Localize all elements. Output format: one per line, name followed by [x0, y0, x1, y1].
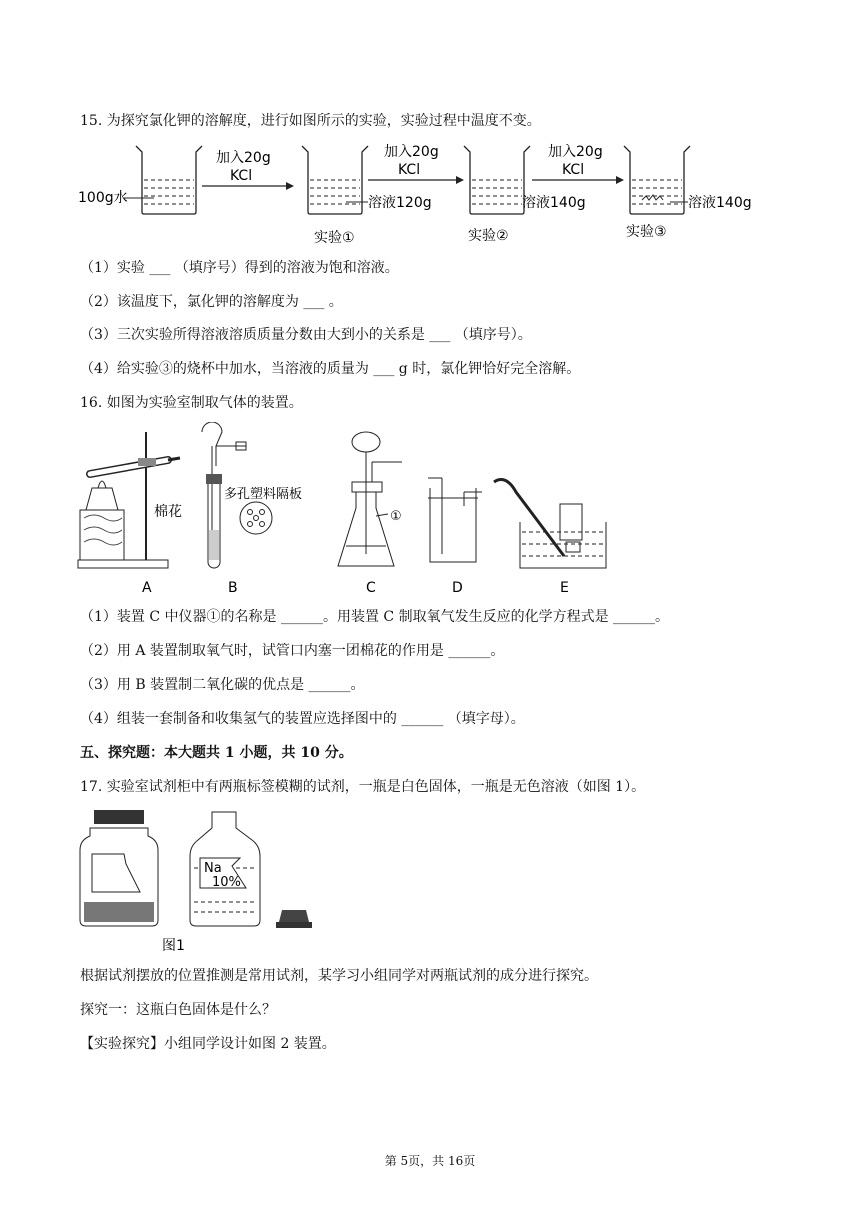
add-label-3: 加入20g	[548, 144, 603, 160]
add-label-1: 加入20g	[216, 150, 271, 166]
exp-3: 实验③	[626, 224, 667, 240]
apparatus-a	[78, 432, 182, 568]
figure-1-caption: 图1	[162, 938, 185, 954]
q16-sub2: （2）用 A 装置制取氧气时，试管口内塞一团棉花的作用是 ______。	[80, 643, 505, 659]
q15-sub3: （3）三次实验所得溶液溶质质量分数由大到小的关系是 ___ （填序号）。	[80, 327, 532, 343]
kcl-label-3: KCl	[562, 162, 585, 178]
q15-sub2: （2）该温度下，氯化钾的溶解度为 ___ 。	[80, 294, 343, 310]
exp-1: 实验①	[314, 230, 355, 246]
q16-apparatus-diagram	[76, 422, 636, 597]
q16-sub4: （4）组装一套制备和收集氢气的装置应选择图中的 ______ （填字母）。	[80, 711, 525, 727]
q16-sub1: （1）装置 C 中仪器①的名称是 ______。用装置 C 制取氧气发生反应的化学方程式是 ______。	[80, 609, 670, 625]
q15-stem: 15. 为探究氯化钾的溶解度，进行如图所示的实验，实验过程中温度不变。	[80, 113, 541, 129]
beaker-exp2	[464, 146, 530, 214]
section-heading: 五、探究题：本大题共 1 小题，共 10 分。	[80, 745, 353, 761]
beaker-exp1	[302, 146, 368, 214]
q15-sub4: （4）给实验③的烧杯中加水，当溶液的质量为 ___ g 时，氯化钾恰好完全溶解。	[80, 361, 581, 377]
cotton-label: 棉花	[154, 504, 182, 520]
label-b: B	[228, 580, 238, 596]
page-footer: 第 5页，共 16页	[384, 1154, 476, 1168]
q15-sub1: （1）实验 ___ （填序号）得到的溶液为饱和溶液。	[80, 260, 399, 276]
kcl-label-1: KCl	[230, 168, 253, 184]
apparatus-c	[338, 432, 402, 566]
q15-diagram	[76, 138, 756, 248]
label-d: D	[452, 580, 463, 596]
liquid-reagent-bottle	[190, 812, 260, 926]
plate-label: 多孔塑料隔板	[224, 487, 303, 502]
q17-para2: 探究一：这瓶白色固体是什么？	[80, 1002, 276, 1018]
bottle-label-na: Na	[204, 861, 222, 876]
label-a: A	[142, 580, 152, 596]
solution-3: 溶液140g	[688, 195, 752, 211]
apparatus-e	[494, 480, 606, 568]
kcl-label-2: KCl	[398, 162, 421, 178]
stopper	[276, 910, 312, 928]
solid-reagent-jar	[80, 810, 158, 926]
instrument-1-mark: ①	[390, 509, 402, 524]
apparatus-d	[428, 478, 482, 562]
label-c: C	[366, 580, 376, 596]
q17-figure-1	[76, 806, 336, 956]
q17-stem: 17. 实验室试剂柜中有两瓶标签模糊的试剂，一瓶是白色固体，一瓶是无色溶液（如图 1）。	[80, 779, 646, 795]
q17-para1: 根据试剂摆放的位置推测是常用试剂，某学习小组同学对两瓶试剂的成分进行探究。	[80, 968, 598, 984]
water-label: 100g水	[78, 190, 128, 206]
q16-stem: 16. 如图为实验室制取气体的装置。	[80, 395, 303, 411]
beaker-exp3	[624, 146, 690, 214]
beaker-water	[124, 146, 202, 214]
solution-1: 溶液120g	[368, 195, 432, 211]
bottle-label-pct: 10%	[212, 875, 241, 890]
apparatus-b	[202, 422, 302, 568]
add-label-2: 加入20g	[384, 144, 439, 160]
q16-sub3: （3）用 B 装置制二氧化碳的优点是 ______。	[80, 677, 365, 693]
label-e: E	[560, 580, 569, 596]
solution-2: 溶液140g	[522, 195, 586, 211]
q17-para3: 【实验探究】小组同学设计如图 2 装置。	[80, 1036, 336, 1052]
exp-2: 实验②	[468, 228, 509, 244]
